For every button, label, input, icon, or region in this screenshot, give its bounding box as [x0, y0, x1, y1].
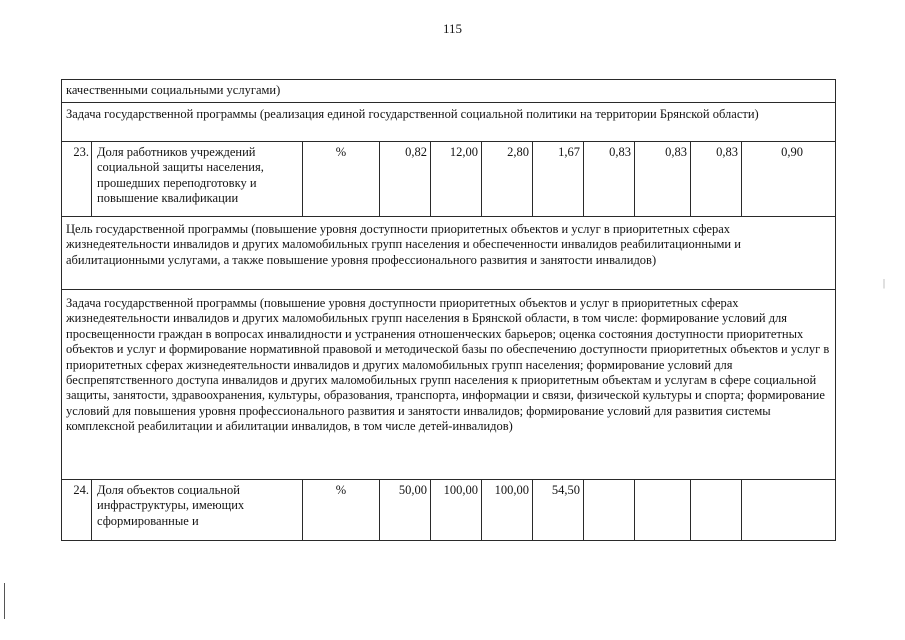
value-cell	[741, 480, 821, 540]
value-cell: 50,00	[379, 480, 430, 540]
indicator-name: Доля объектов социальной инфраструктуры, имеющих сформированные и	[91, 480, 302, 540]
page-number: 115	[442, 21, 463, 36]
row-number: 24.	[73, 483, 89, 497]
scan-margin-dot: |	[883, 278, 886, 289]
value-cell: 0,83	[690, 142, 741, 216]
indicator-name: Доля работников учреждений социальной защиты населения, прошедших переподготовку и повышение квалификации	[91, 142, 302, 216]
row-text: Задача государственной программы (реализация единой государственной социальной политики на территории Брянской области)	[66, 107, 759, 121]
value-cell: 0,82	[379, 142, 430, 216]
scan-margin-mark	[4, 583, 5, 619]
value-cell	[690, 480, 741, 540]
value-cell: 2,80	[481, 142, 532, 216]
indicator-unit: %	[302, 480, 379, 540]
table-row-indicator-24	[62, 479, 835, 540]
row-text: Цель государственной программы (повышение уровня доступности приоритетных объектов и услуг в приоритетных сферах жизнедеятельности инвалидов и других маломобильных групп населения и обеспеченности инвалидов реабилитационными и абилитационными услугами, а также повышение уровня профессионального развития и занятости инвалидов)	[66, 222, 741, 267]
value-cell: 1,67	[532, 142, 583, 216]
value-cell: 100,00	[430, 480, 481, 540]
table-row-goal	[62, 216, 835, 289]
value-cell	[634, 480, 690, 540]
table-row-indicator-23	[62, 141, 835, 216]
table-row-task	[62, 102, 835, 141]
table-row-task-2	[62, 289, 835, 479]
row-text: Задача государственной программы (повышение уровня доступности приоритетных объектов и услуг в приоритетных сферах жизнедеятельности инвалидов и других маломобильных групп населения в Брянской области, в том числе: формирование условий для просвещенности граждан в вопросах инвалидности и устранения отношенческих барьеров; оценка состояния доступности приоритетных объектов и услуг и формирование нормативной правовой и методической базы по обеспечению доступности приоритетных объектов и услуг в приоритетных сферах жизнедеятельности инвалидов и других маломобильных групп населения; формирование условий для беспрепятственного доступа инвалидов и других маломобильных групп населения к приоритетным объектам и услугам в сфере социальной защиты, занятости, здравоохранения, культуры, образования, транспорта, информации и связи, физической культуры и спорта; формирование условий для повышения уровня профессионального развития и занятости инвалидов; формирование условий для развития системы комплексной реабилитации и абилитации инвалидов, в том числе детей-инвалидов)	[66, 296, 830, 434]
value-cell: 0,90	[741, 142, 821, 216]
value-cell	[583, 480, 634, 540]
value-cell: 54,50	[532, 480, 583, 540]
indicators-table	[61, 79, 836, 541]
value-cell: 0,83	[583, 142, 634, 216]
row-number: 23.	[73, 145, 89, 159]
value-cell: 12,00	[430, 142, 481, 216]
value-cell: 100,00	[481, 480, 532, 540]
row-text: качественными социальными услугами)	[66, 83, 281, 97]
value-cell: 0,83	[634, 142, 690, 216]
indicator-unit: %	[302, 142, 379, 216]
table-row-continuation	[62, 80, 835, 102]
